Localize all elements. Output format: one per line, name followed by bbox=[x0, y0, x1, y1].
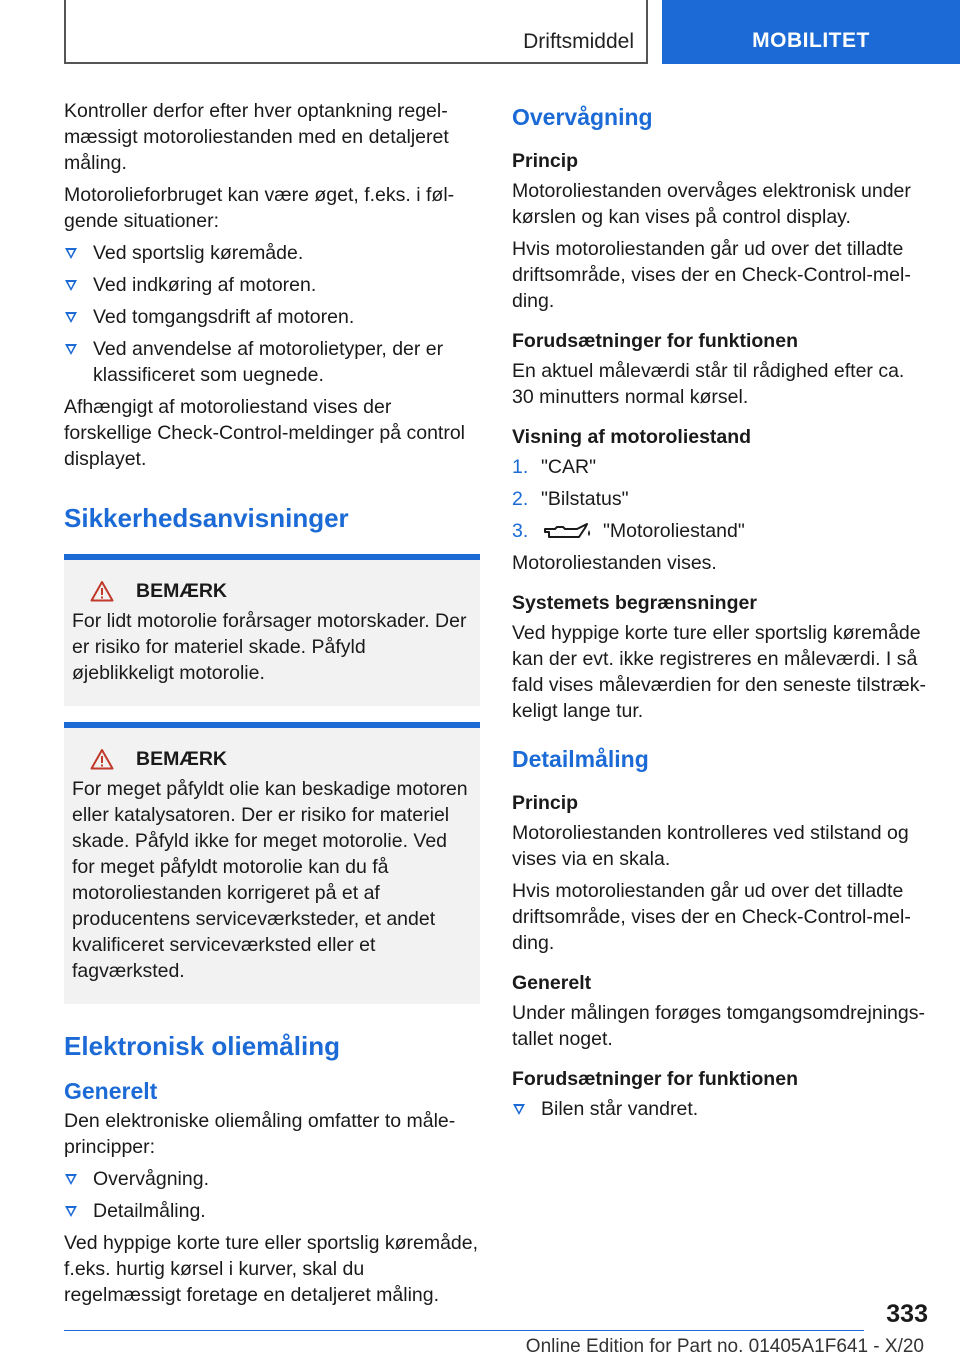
list-item: Ved indkøring af motoren. bbox=[64, 272, 480, 298]
list-item: 2. "Bilstatus" bbox=[512, 488, 629, 510]
list-item: 3. "Motoroliestand" bbox=[512, 520, 745, 542]
bullet-list bbox=[512, 1096, 928, 1122]
left-column bbox=[64, 98, 480, 1314]
list-item: Ved sportslig køremåde. bbox=[64, 240, 480, 266]
footer-divider bbox=[64, 1330, 864, 1331]
paragraph: Motoroliestanden kontrolleres ved stilstand og vises via en skala. bbox=[512, 822, 909, 870]
bullet-list bbox=[64, 240, 480, 388]
list-item: Ved anvendelse af motorolietyper, der er klassificeret som uegnede. bbox=[64, 336, 480, 388]
triangle-bullet-icon bbox=[65, 312, 77, 323]
paragraph: Den elektroniske oliemåling omfatter to måleprincipper: bbox=[64, 1110, 456, 1158]
list-item: Detailmåling. bbox=[64, 1198, 480, 1224]
subheading-principle: Princip bbox=[512, 792, 579, 814]
notice-box bbox=[64, 722, 480, 1004]
paragraph: En aktuel måleværdi står til rådighed efter ca. 30 minutters normal kørsel. bbox=[512, 360, 905, 408]
paragraph: Under målingen forøges tomgangsomdrejningstallet noget. bbox=[512, 1002, 925, 1050]
paragraph: Kontroller derfor efter hver optankning regelmæssigt motoroliestanden med en detaljeret måling. bbox=[64, 100, 449, 174]
list-item: 1. "CAR" bbox=[512, 456, 597, 478]
subheading-prerequisites: Forudsætninger for funktionen bbox=[512, 330, 798, 352]
right-column bbox=[512, 98, 928, 1128]
header-chapter-tab bbox=[662, 0, 960, 64]
section-title: Driftsmiddel bbox=[523, 30, 634, 53]
list-item: Ved tomgangsdrift af motoren. bbox=[64, 304, 480, 330]
heading-safety: Sikkerhedsanvisninger bbox=[64, 503, 349, 533]
triangle-bullet-icon bbox=[65, 248, 77, 259]
triangle-bullet-icon bbox=[65, 344, 77, 355]
notice-title: BEMÆRK bbox=[136, 580, 227, 602]
warning-triangle-icon bbox=[90, 580, 114, 602]
paragraph: Ved hyppige korte ture eller sportslig køremåde kan der evt. ikke registreres en måleværdi. I så fald vises måleværdien for den seneste tilstrækkeligt lange tur. bbox=[512, 622, 927, 722]
warning-triangle-icon bbox=[90, 748, 114, 770]
subheading-general: Generelt bbox=[512, 972, 592, 994]
list-item: Bilen står vandret. bbox=[512, 1096, 928, 1122]
bullet-list bbox=[64, 1166, 480, 1224]
triangle-bullet-icon bbox=[65, 1206, 77, 1217]
triangle-bullet-icon bbox=[65, 280, 77, 291]
triangle-bullet-icon bbox=[65, 1174, 77, 1185]
list-item: Overvågning. bbox=[64, 1166, 480, 1192]
subheading-principle: Princip bbox=[512, 150, 579, 172]
paragraph: Hvis motoroliestanden går ud over det tilladte driftsområde, vises der en Check-Control-melding. bbox=[512, 238, 911, 312]
notice-text: For meget påfyldt olie kan beskadige motoren eller katalysatoren. Der er risiko for materiel skade. Påfyld ikke for meget motorolie. Ved for meget påfyldt motorolie kan du få motoroliestanden korrigeret på et af producentens serviceværksteder, et andet kvalificeret serviceværksted eller et fagværksted. bbox=[72, 778, 468, 982]
subheading-limitations: Systemets begrænsninger bbox=[512, 592, 757, 614]
paragraph: Hvis motoroliestanden går ud over det tilladte driftsområde, vises der en Check-Control-melding. bbox=[512, 880, 911, 954]
subheading-display: Visning af motoroliestand bbox=[512, 426, 752, 448]
subheading-general: Generelt bbox=[64, 1078, 158, 1104]
header-section-tab bbox=[64, 0, 648, 64]
paragraph: Ved hyppige korte ture eller sportslig køremåde, f.eks. hurtig kørsel i kurver, skal du regelmæssigt foretage en detaljeret måling. bbox=[64, 1232, 479, 1306]
notice-box bbox=[64, 554, 480, 706]
heading-monitoring: Overvågning bbox=[512, 104, 653, 130]
paragraph: Motorolieforbruget kan være øget, f.eks. i følgende situationer: bbox=[64, 184, 455, 232]
paragraph: Afhængigt af motoroliestand vises der forskellige Check-Control-meldinger på control displayet. bbox=[64, 396, 466, 470]
oil-can-icon bbox=[541, 521, 597, 543]
page-number: 333 bbox=[886, 1300, 928, 1328]
notice-title: BEMÆRK bbox=[136, 748, 227, 770]
notice-text: For lidt motorolie forårsager motorskader. Der er risiko for materiel skade. Påfyld øjeblikkeligt motorolie. bbox=[72, 610, 467, 684]
heading-detail-measurement: Detailmåling bbox=[512, 746, 649, 772]
paragraph: Motoroliestanden vises. bbox=[512, 552, 717, 574]
triangle-bullet-icon bbox=[513, 1104, 525, 1115]
subheading-prerequisites: Forudsætninger for funktionen bbox=[512, 1068, 798, 1090]
heading-electronic-oil: Elektronisk oliemåling bbox=[64, 1031, 340, 1061]
paragraph: Motoroliestanden overvåges elektronisk under kørslen og kan vises på control display. bbox=[512, 180, 911, 228]
footer-edition: Online Edition for Part no. 01405A1F641 - X/20 bbox=[525, 1336, 924, 1357]
numbered-list bbox=[512, 454, 928, 544]
chapter-title: MOBILITET bbox=[752, 29, 870, 52]
